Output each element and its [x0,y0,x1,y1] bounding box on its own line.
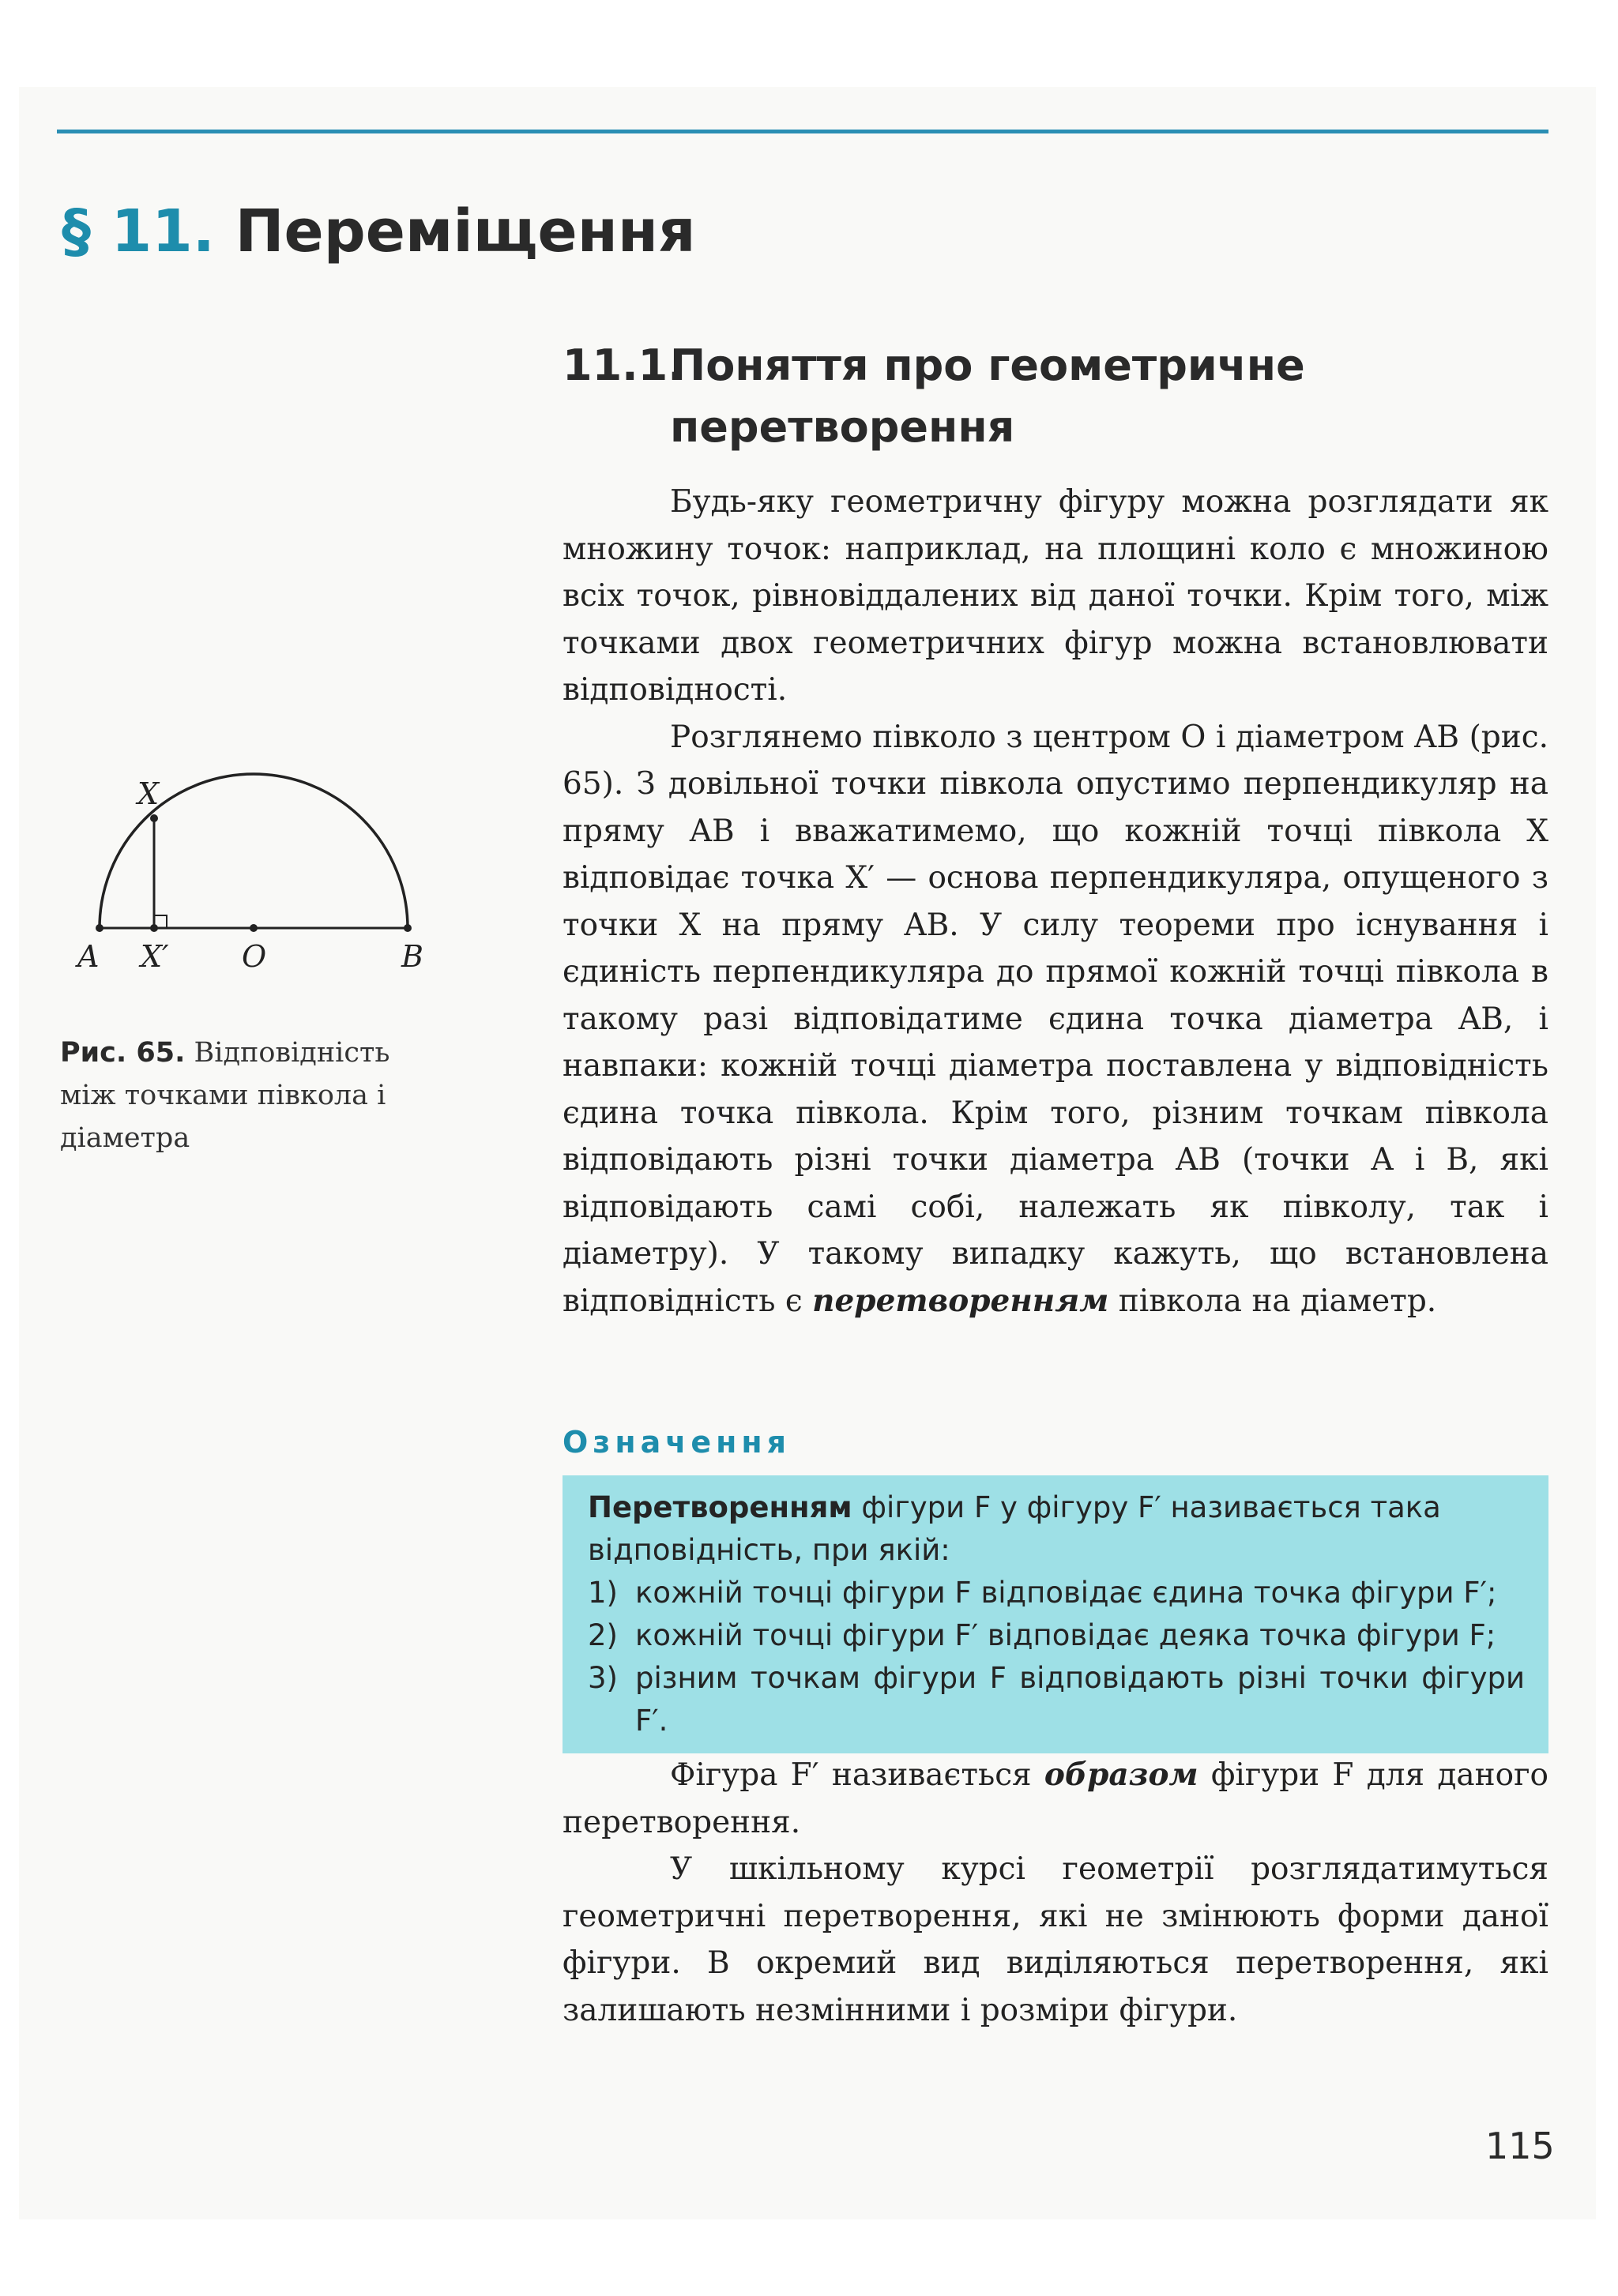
definition-item [588,1657,1525,1742]
definition-term: Перетворенням [588,1490,852,1524]
figure-65 [70,758,441,987]
definition-intro-text: фігури F у фігуру F′ називається така відповідність, при якій: [588,1490,1441,1567]
paragraph-text: Фігура F′ називається [670,1757,1044,1793]
definition-item [588,1572,1525,1614]
item-number: 3) [588,1661,618,1695]
chapter-title [62,197,696,265]
figure-caption [60,1032,439,1159]
definition-intro [588,1486,1525,1572]
chapter-symbol: § 11. [62,197,215,265]
paragraph-text: Розглянемо півколо з центром O і діаметром AB (рис. 65). З довільної точки півкола опустимо перпендикуляр на пряму AB і вважатимемо, що кожній точці півкола X відповідає точка X′ — основа перпендикуляра, опущеного з точки X на пряму AB. У силу теореми про існування і єдиність перпендикуляра до прямої кожній точці півкола в такому разі відповідатиме єдина точка діаметра AB, і навпаки: кожній точці діаметра поставлена у відповідність єдина точка півкола. Крім того, різним точкам півкола відповідають різні точки діаметра AB (точки A і B, які відповідають самі собі, належать як півколу, так і діаметру). У такому випадку кажуть, що встановлена відповідність є [563,719,1548,1319]
semicircle-diagram [70,758,441,987]
item-text: кожній точці фігури F′ відповідає деяка точка фігури F; [635,1618,1496,1652]
point-x [150,814,158,822]
definition-heading: Означення [563,1425,792,1460]
point-a [96,924,103,932]
label-x: X [137,776,160,811]
definition-box [563,1475,1548,1753]
point-b [404,924,412,932]
section-title-text: Поняття про геометричне перетворення [670,340,1305,452]
top-rule [57,130,1548,133]
section-title [563,335,1550,458]
label-x-prime: X′ [141,939,169,974]
label-o: O [242,939,267,974]
paragraph: Будь-яку геометричну фігуру можна розглядати як множину точок: наприклад, на площині коло є множиною всіх точок, рівновіддалених від даної точки. Крім того, між точками двох геометричних фігур можна встановлювати відповідності. [563,484,1548,708]
point-x-prime [150,924,158,932]
item-number: 1) [588,1576,618,1610]
paragraph-end: півкола на діаметр. [1108,1283,1437,1319]
section-number: 11.1. [563,340,684,390]
label-a: A [77,939,100,974]
item-number: 2) [588,1618,618,1652]
caption-text: Відповідність між точками півкола і діаметра [60,1037,390,1154]
term-transformation: перетворенням [812,1282,1109,1319]
paragraph [563,714,1548,1325]
item-text: кожній точці фігури F відповідає єдина точка фігури F′; [635,1576,1497,1610]
paragraph-text: фігури F для даного перетворення. [563,1757,1548,1840]
chapter-title-text: Переміщення [235,197,696,265]
item-text: різним точкам фігури F відповідають різні точки фігури F′. [635,1661,1525,1738]
main-text [563,479,1548,1325]
page-number: 115 [1485,2125,1555,2167]
main-text-continued [563,1752,1548,2034]
point-o [250,924,258,932]
label-b: B [401,939,423,974]
term-image: образом [1044,1757,1198,1793]
definition-item [588,1614,1525,1657]
paragraph: У шкільному курсі геометрії розглядатимуться геометричні перетворення, які не змінюють форми даної фігури. В окремий вид виділяються перетворення, які залишають незмінними і розміри фігури. [563,1851,1548,2028]
definition-list [588,1572,1525,1742]
paragraph [563,1752,1548,1846]
caption-label: Рис. 65. [60,1037,186,1069]
